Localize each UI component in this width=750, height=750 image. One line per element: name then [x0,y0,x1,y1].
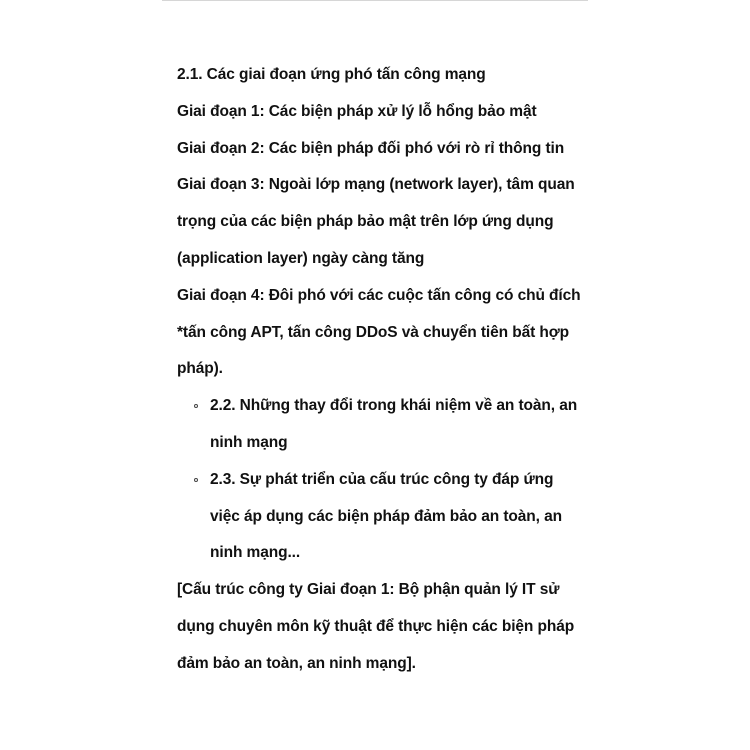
stage-4-line: Giai đoạn 4: Đôi phó với các cuộc tấn công có chủ đích [177,286,581,304]
top-divider [162,0,588,1]
list-item-line: ninh mạng [210,433,288,451]
list-item [177,388,597,462]
closing-line: [Cấu trúc công ty Giai đoạn 1: Bộ phận quản lý IT sử [177,581,560,599]
stage-2-text: Giai đoạn 2: Các biện pháp đối phó với rò rỉ thông tin [177,139,565,157]
stage-3-line: Giai đoạn 3: Ngoài lớp mạng (network layer), tâm quan [177,176,575,194]
document-body [177,57,597,683]
closing-line: đảm bảo an toàn, an ninh mạng]. [177,654,416,672]
list-item-line: 2.3. Sự phát triển của cấu trúc công ty đáp ứng [210,470,554,488]
stage-3-line: (application layer) ngày càng tăng [177,249,425,267]
list-item [177,462,597,572]
stage-1-text: Giai đoạn 1: Các biện pháp xử lý lỗ hổng bảo mật [177,102,537,120]
list-item-line: việc áp dụng các biện pháp đảm bảo an toàn, an [210,507,562,525]
hollow-bullet-icon [194,478,198,482]
section-heading: 2.1. Các giai đoạn ứng phó tấn công mạng [177,66,486,83]
hollow-bullet-icon [194,404,198,408]
closing-paragraph [177,572,597,682]
list-item-line: 2.2. Những thay đổi trong khái niệm về an toàn, an [210,397,578,415]
closing-line: dụng chuyên môn kỹ thuật để thực hiện các biện pháp [177,617,575,635]
stage-3-line: trọng của các biện pháp bảo mật trên lớp ứng dụng [177,213,554,231]
stage-4-line: pháp). [177,360,223,378]
stage-3-paragraph [177,167,597,277]
stage-4-line: *tấn công APT, tấn công DDoS và chuyển tiên bất hợp [177,323,570,341]
stage-4-paragraph [177,278,597,388]
list-item-line: ninh mạng... [210,544,301,562]
